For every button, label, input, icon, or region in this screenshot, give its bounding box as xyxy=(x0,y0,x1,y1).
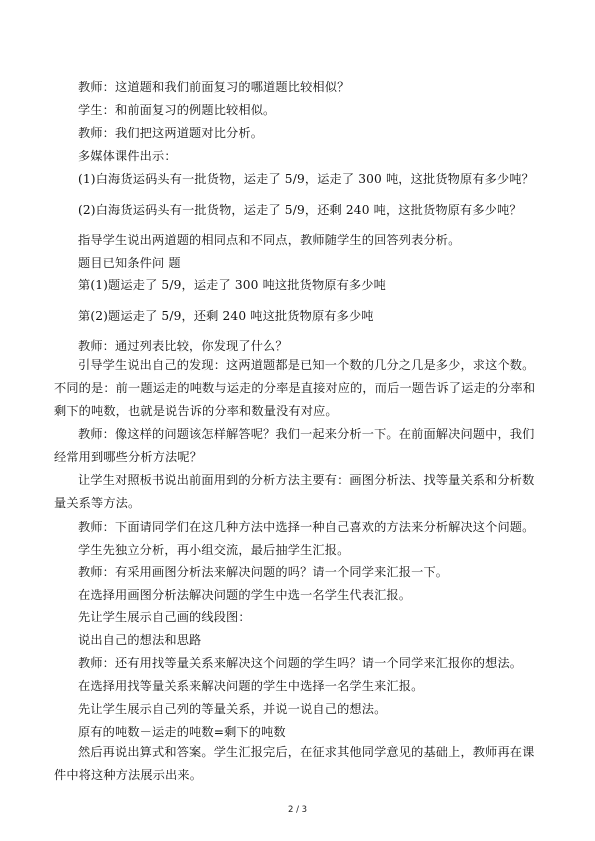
text-line: 教师：通过列表比较，你发现了什么？ xyxy=(78,339,288,353)
text-line: 教师：我们把这两道题对比分析。 xyxy=(78,126,264,140)
text-paragraph: 然后再说出算式和答案。学生汇报完后，在征求其他同学意见的基础上，教师再在课件中将这种方法展示出来。 xyxy=(54,745,535,782)
text-line: 说出自己的想法和思路 xyxy=(78,633,202,647)
text-line: 学生先独立分析，再小组交流，最后抽学生汇报。 xyxy=(78,543,350,557)
text-line: 第(2)题运走了 5/9，还剩 240 吨这批货物原有多少吨 xyxy=(78,309,374,323)
text-line: 原有的吨数－运走的吨数=剩下的吨数 xyxy=(78,725,286,739)
text-paragraph: 让学生对照板书说出前面用到的分析方法主要有：画图分析法、找等量关系和分析数量关系等方法。 xyxy=(54,473,535,510)
text-line: 在选择用找等量关系来解决问题的学生中选择一名学生来汇报。 xyxy=(78,679,424,693)
text-line: 先让学生展示自己列的等量关系，并说一说自己的想法。 xyxy=(78,702,387,716)
text-line: 指导学生说出两道题的相同点和不同点，教师随学生的回答列表分析。 xyxy=(78,233,461,247)
text-line: 学生：和前面复习的例题比较相似。 xyxy=(78,103,276,117)
text-line: 教师：下面请同学们在这几种方法中选择一种自己喜欢的方法来分析解决这个问题。 xyxy=(78,520,535,534)
text-line: 题目已知条件问 题 xyxy=(78,256,181,270)
page-number: 2 / 3 xyxy=(287,805,308,815)
text-line: 教师：有采用画图分析法来解决问题的吗？请一个同学来汇报一下。 xyxy=(78,565,449,579)
text-line: 在选择用画图分析法解决问题的学生中选一名学生代表汇报。 xyxy=(78,588,412,602)
text-paragraph: 引导学生说出自己的发现：这两道题都是已知一个数的几分之几是多少，求这个数。不同的是：前一题运走的吨数与运走的分率是直接对应的，而后一题告诉了运走的分率和剩下的吨数，也就是说告诉的分率和数量没有对应。 xyxy=(54,358,536,418)
text-line: 第(1)题运走了 5/9，运走了 300 吨这批货物原有多少吨 xyxy=(78,278,386,292)
text-paragraph: 教师：像这样的问题该怎样解答呢？我们一起来分析一下。在前面解决问题中，我们经常用到哪些分析方法呢？ xyxy=(54,427,535,464)
text-line: 教师：这道题和我们前面复习的哪道题比较相似？ xyxy=(78,80,350,94)
text-line: (2)白海货运码头有一批货物，运走了 5/9，还剩 240 吨，这批货物原有多少吨？ xyxy=(78,203,522,217)
text-line: 多媒体课件出示： xyxy=(78,149,177,163)
text-line: 教师：还有用找等量关系来解决这个问题的学生吗？请一个同学来汇报你的想法。 xyxy=(78,656,523,670)
text-line: 先让学生展示自己画的线段图： xyxy=(78,610,251,624)
text-line: (1)白海货运码头有一批货物，运走了 5/9，运走了 300 吨，这批货物原有多少吨？ xyxy=(78,172,535,186)
